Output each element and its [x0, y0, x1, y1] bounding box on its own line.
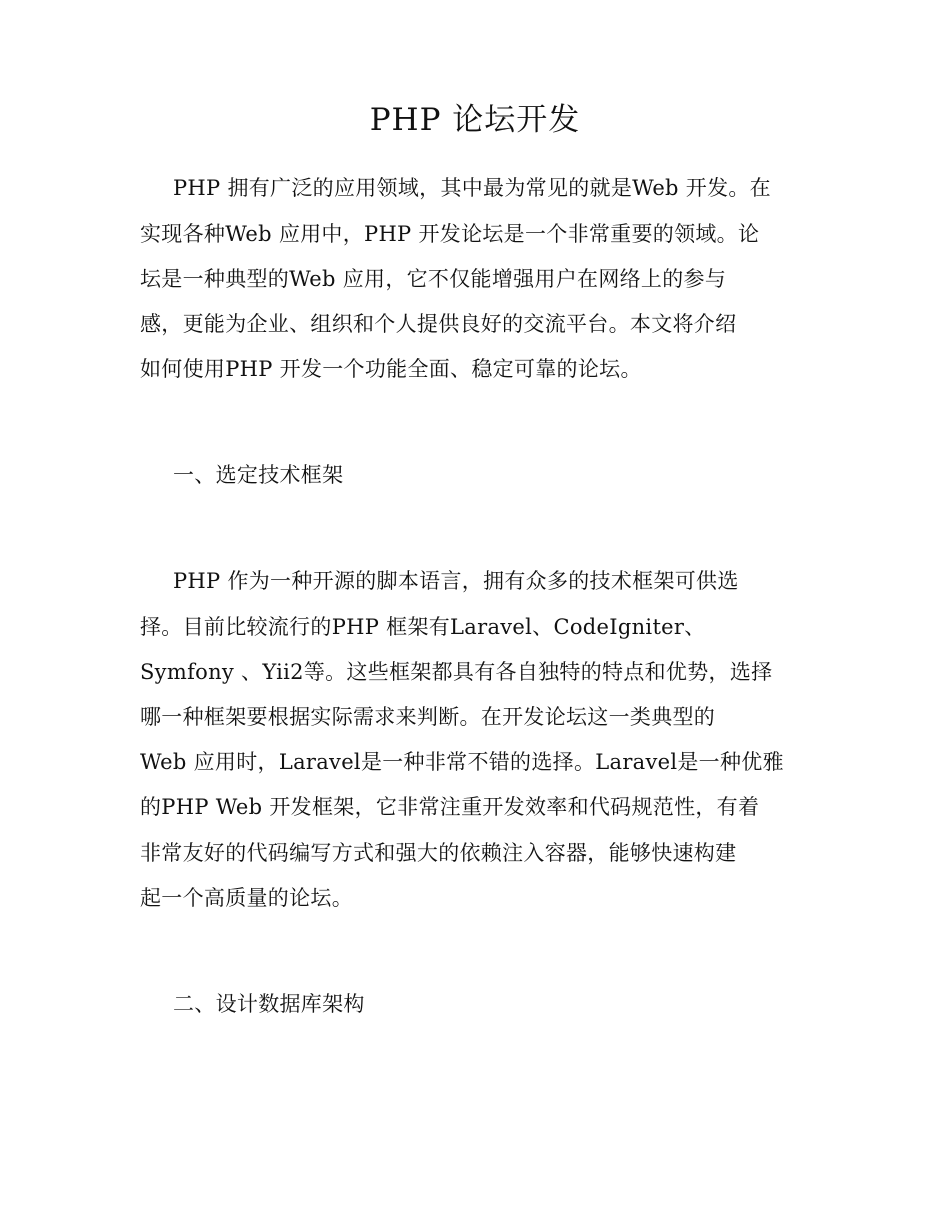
paragraph-2-line: 非常友好的代码编写方式和强大的依赖注入容器，能够快速构建: [140, 841, 737, 865]
paragraph-2-line: 哪一种框架要根据实际需求来判断。在开发论坛这一类典型的: [140, 705, 716, 729]
paragraph-2-line: PHP 作为一种开源的脚本语言，拥有众多的技术框架可供选: [173, 569, 739, 593]
section-heading: 二、设计数据库架构: [173, 992, 365, 1016]
document-title: PHP 论坛开发: [369, 102, 581, 138]
section-heading: 一、选定技术框架: [173, 463, 344, 487]
paragraph-1-line: PHP 拥有广泛的应用领域，其中最为常见的就是Web 开发。在: [173, 176, 771, 200]
paragraph-2-line: 择。目前比较流行的PHP 框架有Laravel、CodeIgniter、: [140, 615, 706, 639]
paragraph-2-line: 起一个高质量的论坛。: [140, 886, 353, 910]
paragraph-1-line: 如何使用PHP 开发一个功能全面、稳定可靠的论坛。: [140, 357, 642, 381]
paragraph-2-line: Symfony 、Yii2等。这些框架都具有各自独特的特点和优势，选择: [140, 660, 773, 684]
paragraph-1-line: 坛是一种典型的Web 应用，它不仅能增强用户在网络上的参与: [140, 267, 727, 291]
paragraph-2-line: 的PHP Web 开发框架，它非常注重开发效率和代码规范性，有着: [140, 795, 760, 819]
paragraph-1-line: 感，更能为企业、组织和个人提供良好的交流平台。本文将介绍: [140, 312, 737, 336]
paragraph-1-line: 实现各种Web 应用中，PHP 开发论坛是一个非常重要的领域。论: [140, 222, 760, 246]
paragraph-2-line: Web 应用时，Laravel是一种非常不错的选择。Laravel是一种优雅: [140, 750, 784, 774]
